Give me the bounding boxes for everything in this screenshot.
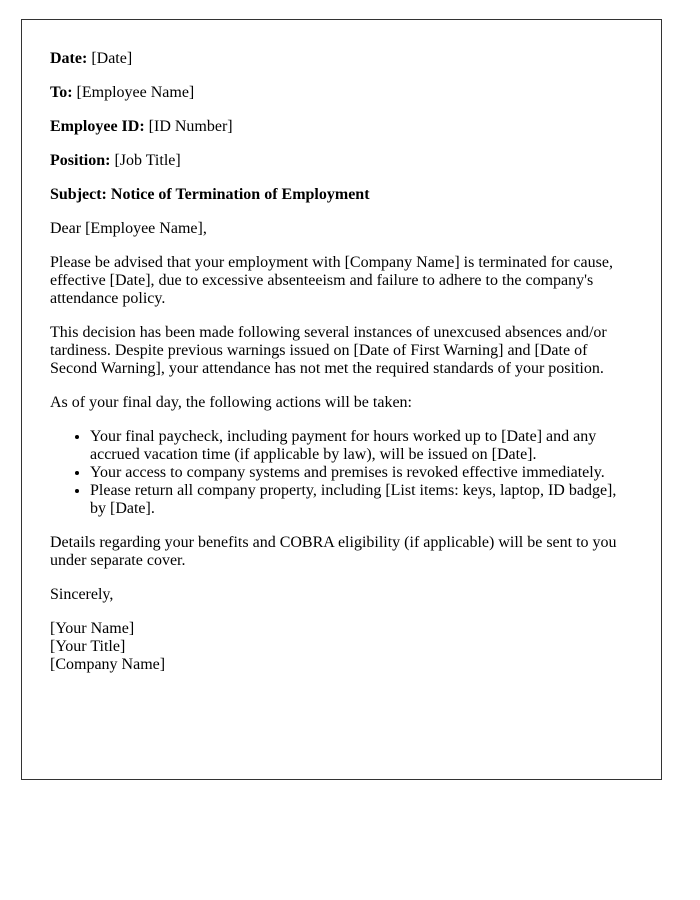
signature-name: [Your Name]	[50, 620, 135, 637]
field-position-value: [Job Title]	[114, 152, 181, 169]
body-paragraph: This decision has been made following several instances of unexcused absences and/or tardiness. Despite previous warnings issued on [Date of First Warning] and [Date of Second Warning], your attendance has not met the required standards of your position.	[50, 324, 607, 377]
list-item: • Please return all company property, including [List items: keys, laptop, ID badge], by [Date].	[90, 482, 633, 518]
salutation: Dear [Employee Name],	[50, 220, 207, 237]
field-employee-id	[50, 118, 633, 136]
actions-list	[50, 428, 633, 518]
field-to-label: To:	[50, 84, 73, 101]
list-intro-paragraph: As of your final day, the following actions will be taken:	[50, 394, 412, 411]
closing-paragraph: Details regarding your benefits and COBRA eligibility (if applicable) will be sent to you under separate cover.	[50, 534, 617, 569]
field-position	[50, 152, 633, 170]
field-date-value: [Date]	[91, 50, 133, 67]
sign-off: Sincerely,	[50, 586, 114, 603]
subject-line: Subject: Notice of Termination of Employment	[50, 186, 370, 203]
list-item: • Your final paycheck, including payment for hours worked up to [Date] and any accrued vacation time (if applicable by law), will be issued on [Date].	[90, 428, 633, 464]
body-paragraph: Please be advised that your employment with [Company Name] is terminated for cause, effective [Date], due to excessive absenteeism and failure to adhere to the company's attendance policy.	[50, 254, 613, 307]
field-employee-id-label: Employee ID:	[50, 118, 145, 135]
signature-title: [Your Title]	[50, 638, 126, 655]
field-to	[50, 84, 633, 102]
field-date	[50, 50, 633, 68]
field-to-value: [Employee Name]	[76, 84, 195, 101]
letter-document	[21, 19, 662, 780]
list-item: • Your access to company systems and premises is revoked effective immediately.	[90, 464, 633, 482]
signature-block	[50, 620, 633, 674]
field-employee-id-value: [ID Number]	[148, 118, 233, 135]
field-position-label: Position:	[50, 152, 111, 169]
signature-company: [Company Name]	[50, 656, 166, 673]
field-date-label: Date:	[50, 50, 88, 67]
